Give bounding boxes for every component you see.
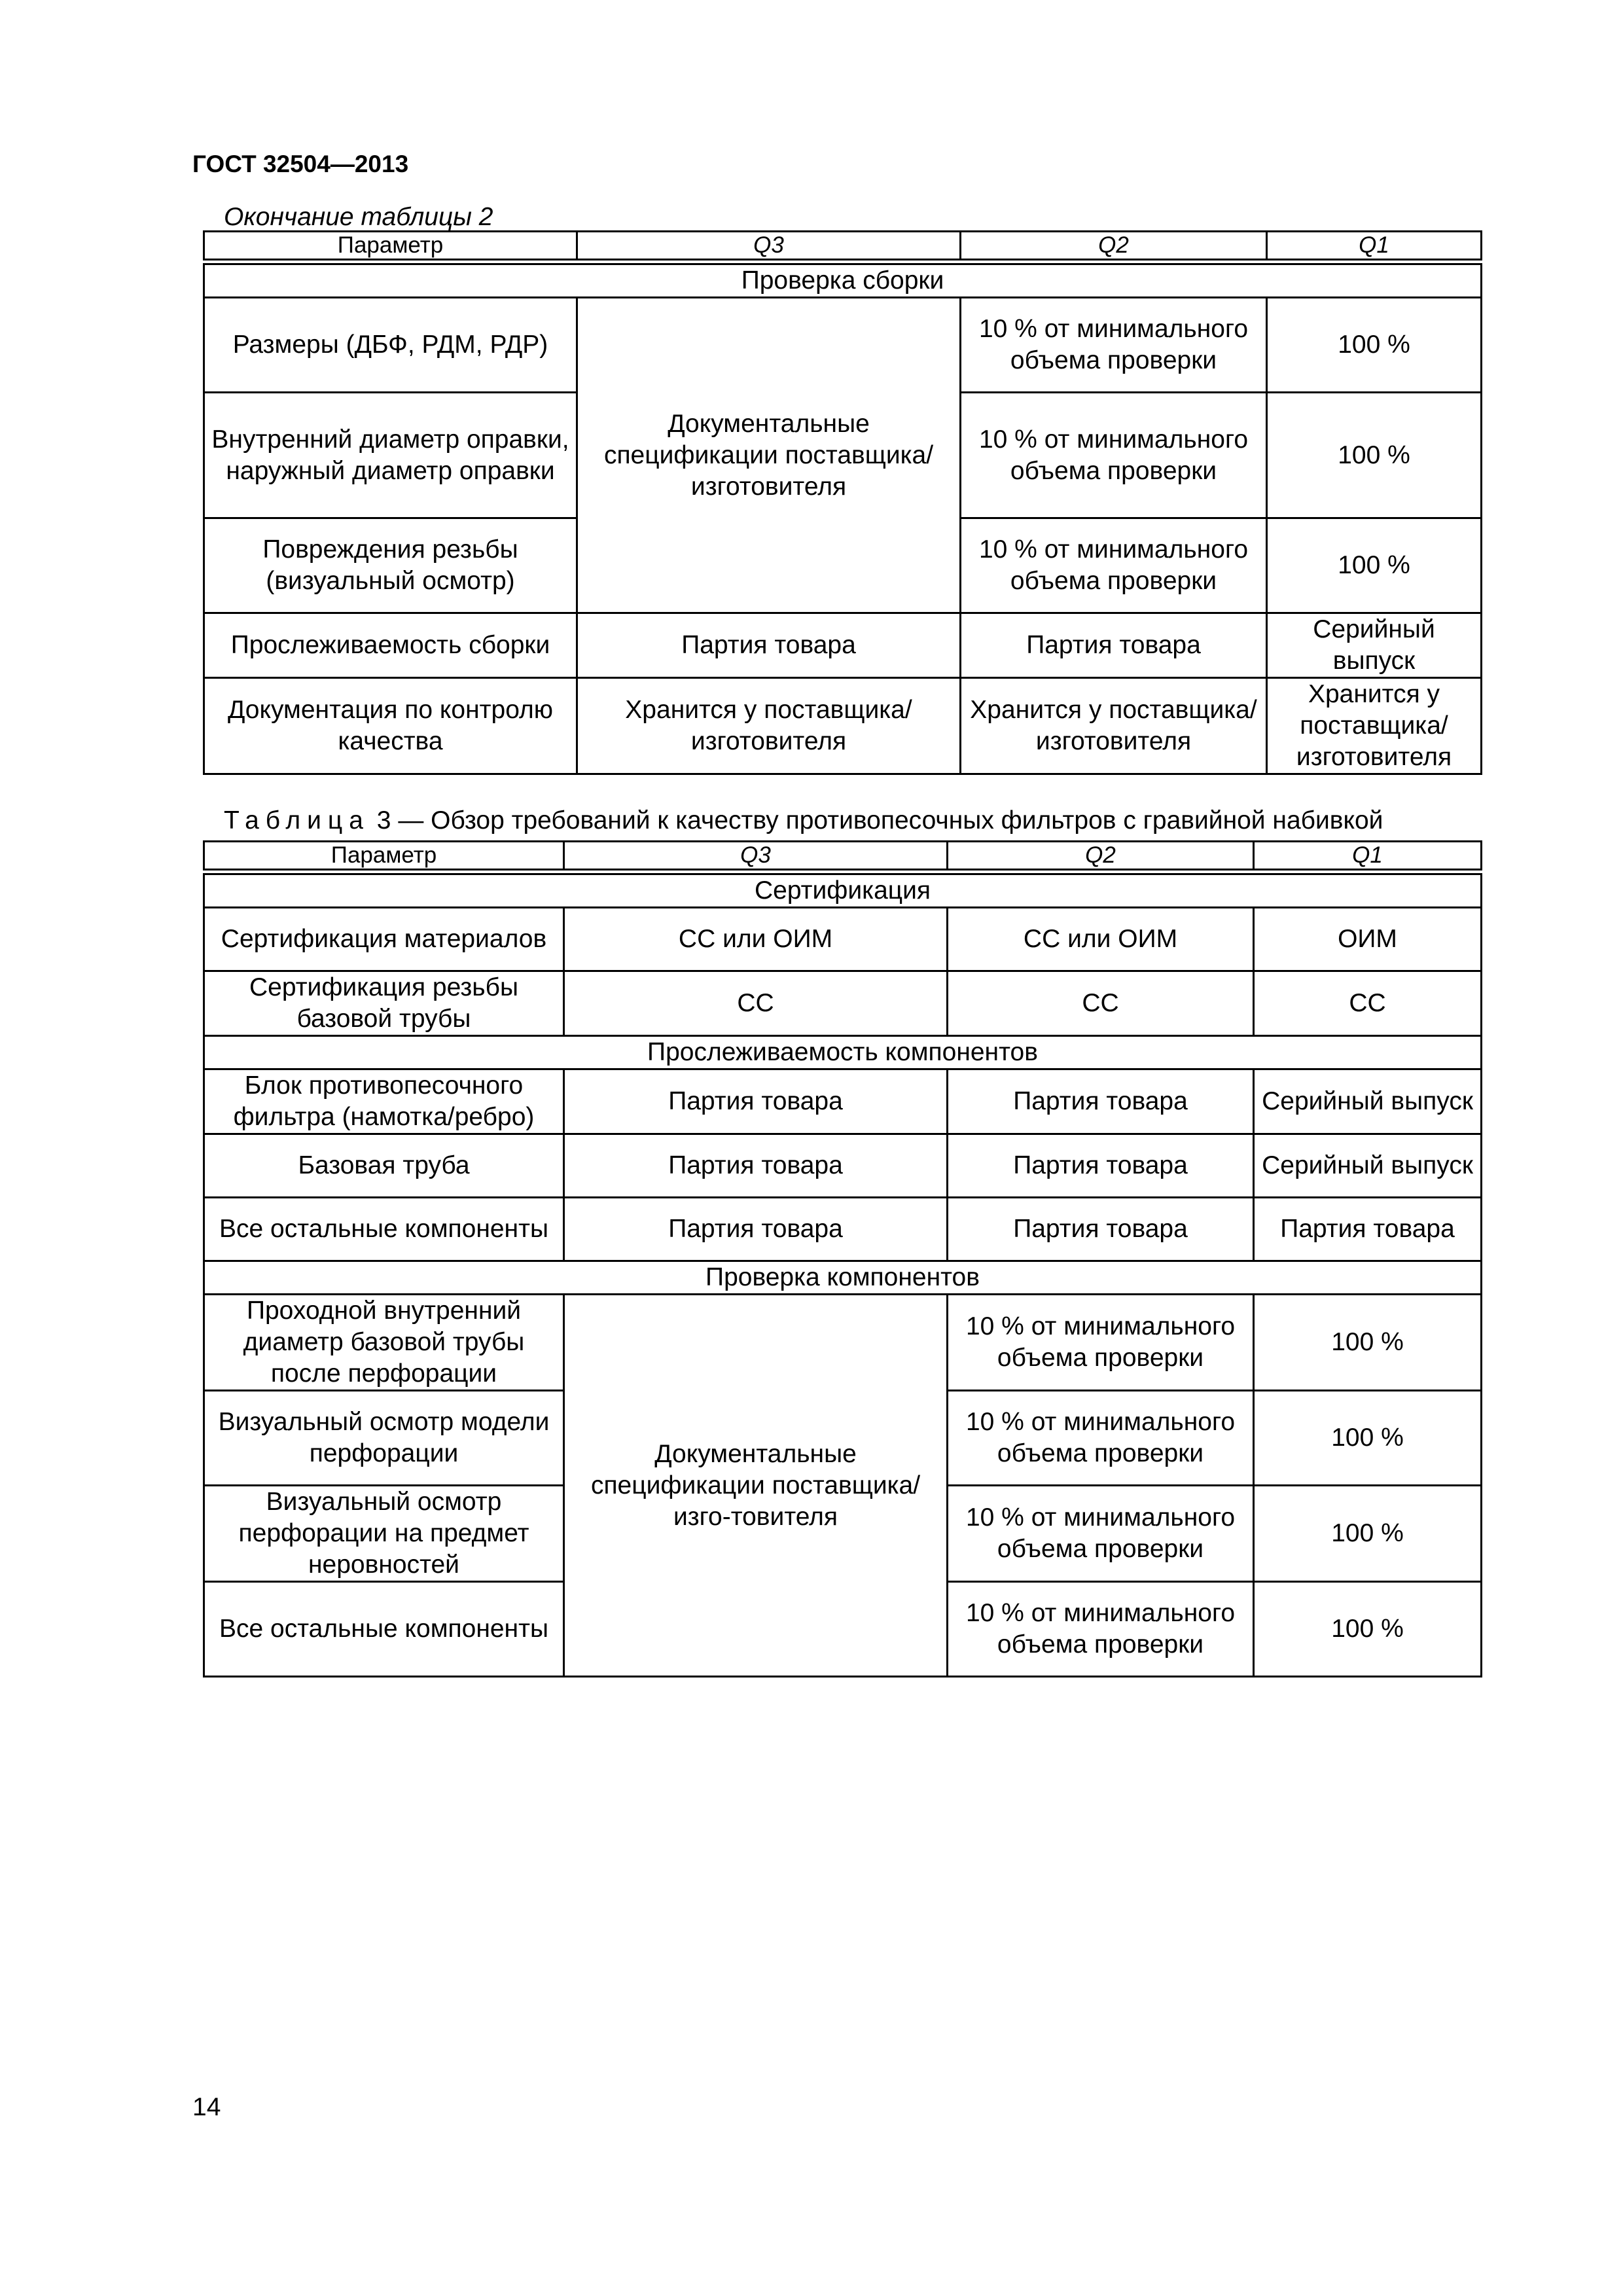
q2-cell: Хранится у поставщика/ изготовителя (961, 678, 1267, 774)
q3-cell: СС (564, 971, 948, 1036)
table-row (204, 678, 1482, 774)
column-header: Q1 (1254, 842, 1482, 870)
merged-q3-cell: Документальные спецификации поставщика/ изготовителя (577, 298, 961, 613)
column-header: Q3 (577, 232, 961, 260)
param-cell: Все остальные компоненты (204, 1198, 564, 1261)
q2-cell: 10 % от минимального объема проверки (948, 1582, 1254, 1677)
page-number: 14 (192, 2093, 221, 2121)
table3-header-row (204, 842, 1482, 870)
section-title: Сертификация (204, 874, 1482, 908)
q2-cell: 10 % от минимального объема проверки (961, 298, 1267, 393)
column-header: Параметр (204, 842, 564, 870)
param-cell: Визуальный осмотр перфорации на предмет неровностей (204, 1486, 564, 1582)
table-row (204, 1295, 1482, 1391)
table3-caption (224, 808, 1383, 833)
table2-caption: Окончание таблицы 2 (224, 203, 493, 231)
section-row (204, 874, 1482, 908)
param-cell: Размеры (ДБФ, РДМ, РДР) (204, 298, 577, 393)
section-title: Прослеживаемость компонентов (204, 1036, 1482, 1069)
q1-cell: 100 % (1254, 1391, 1482, 1486)
param-cell: Визуальный осмотр модели перфорации (204, 1391, 564, 1486)
q3-cell: СС или ОИМ (564, 908, 948, 971)
q1-cell: 100 % (1267, 518, 1482, 613)
column-header: Q2 (948, 842, 1254, 870)
param-cell: Блок противопесочного фильтра (намотка/ребро) (204, 1069, 564, 1134)
q3-cell: Партия товара (564, 1198, 948, 1261)
column-header: Q2 (961, 232, 1267, 260)
section-title: Проверка сборки (204, 264, 1482, 298)
header-separator (204, 260, 1482, 264)
q2-cell: Партия товара (948, 1069, 1254, 1134)
merged-q3-cell: Документальные спецификации поставщика/изго-товителя (564, 1295, 948, 1677)
q3-cell: Партия товара (577, 613, 961, 678)
q1-cell: СС (1254, 971, 1482, 1036)
q2-cell: 10 % от минимального объема проверки (961, 518, 1267, 613)
q3-cell: Партия товара (564, 1069, 948, 1134)
q2-cell: Партия товара (948, 1134, 1254, 1198)
param-cell: Документация по контролю качества (204, 678, 577, 774)
param-cell: Прослеживаемость сборки (204, 613, 577, 678)
param-cell: Проходной внутренний диаметр базовой трубы после перфорации (204, 1295, 564, 1391)
table-row (204, 1069, 1482, 1134)
section-row (204, 1036, 1482, 1069)
param-cell: Сертификация резьбы базовой трубы (204, 971, 564, 1036)
table-2 (203, 230, 1482, 775)
param-cell: Все остальные компоненты (204, 1582, 564, 1677)
section-title: Проверка компонентов (204, 1261, 1482, 1295)
q1-cell: 100 % (1254, 1486, 1482, 1582)
q1-cell: 100 % (1267, 298, 1482, 393)
header-separator (204, 870, 1482, 874)
q2-cell: 10 % от минимального объема проверки (948, 1295, 1254, 1391)
column-header: Q1 (1267, 232, 1482, 260)
table-row (204, 971, 1482, 1036)
param-cell: Повреждения резьбы (визуальный осмотр) (204, 518, 577, 613)
q1-cell: 100 % (1267, 393, 1482, 518)
column-header: Q3 (564, 842, 948, 870)
q1-cell: ОИМ (1254, 908, 1482, 971)
q2-cell: Партия товара (948, 1198, 1254, 1261)
table-row (204, 298, 1482, 393)
q1-cell: Серийный выпуск (1267, 613, 1482, 678)
table-row (204, 1134, 1482, 1198)
q2-cell: 10 % от минимального объема проверки (948, 1486, 1254, 1582)
q1-cell: Хранится у поставщика/ изготовителя (1267, 678, 1482, 774)
table3-caption-text: — Обзор требований к качеству противопесочных фильтров с гравийной набивкой (398, 806, 1383, 834)
q2-cell: 10 % от минимального объема проверки (961, 393, 1267, 518)
section-row (204, 1261, 1482, 1295)
q1-cell: 100 % (1254, 1582, 1482, 1677)
q1-cell: Партия товара (1254, 1198, 1482, 1261)
q1-cell: Серийный выпуск (1254, 1069, 1482, 1134)
table2-header-row (204, 232, 1482, 260)
q2-cell: СС (948, 971, 1254, 1036)
param-cell: Внутренний диаметр оправки, наружный диаметр оправки (204, 393, 577, 518)
table3-caption-number: 3 (376, 806, 391, 834)
table-row (204, 1198, 1482, 1261)
q2-cell: 10 % от минимального объема проверки (948, 1391, 1254, 1486)
table-row (204, 908, 1482, 971)
column-header: Параметр (204, 232, 577, 260)
document-header: ГОСТ 32504—2013 (192, 151, 409, 177)
table-3 (203, 840, 1482, 1677)
q1-cell: Серийный выпуск (1254, 1134, 1482, 1198)
q1-cell: 100 % (1254, 1295, 1482, 1391)
table-row (204, 613, 1482, 678)
table3-caption-label: Таблица (224, 806, 370, 834)
q3-cell: Партия товара (564, 1134, 948, 1198)
param-cell: Базовая труба (204, 1134, 564, 1198)
q2-cell: СС или ОИМ (948, 908, 1254, 971)
section-row (204, 264, 1482, 298)
q2-cell: Партия товара (961, 613, 1267, 678)
param-cell: Сертификация материалов (204, 908, 564, 971)
q3-cell: Хранится у поставщика/ изготовителя (577, 678, 961, 774)
